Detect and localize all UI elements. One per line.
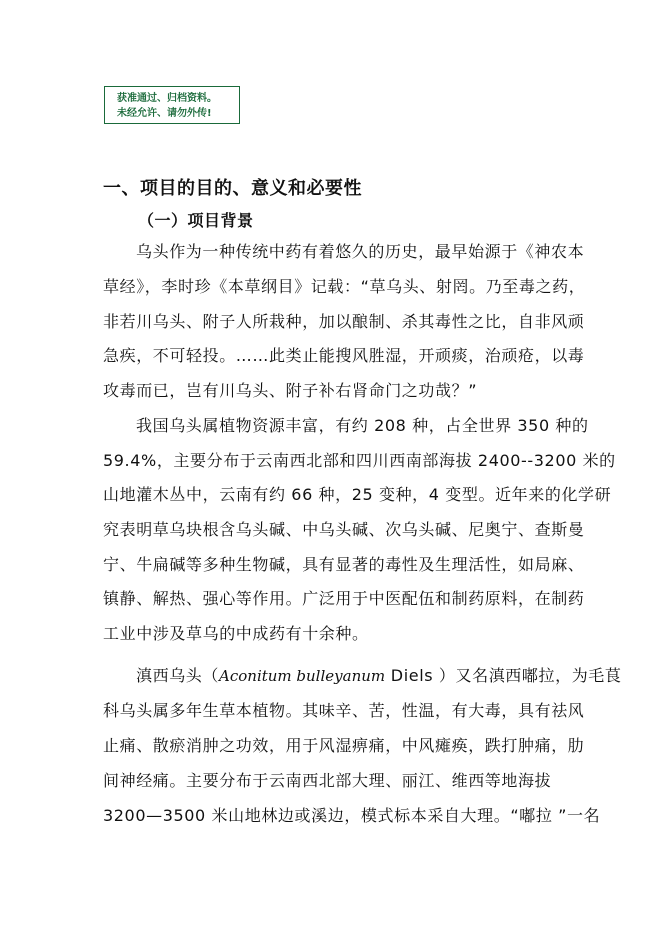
para2-line-2: 59.4%，主要分布于云南西北部和四川西南部海拔 2400--3200 米的 xyxy=(103,451,616,470)
para2-line-7: 工业中涉及草乌的中成药有十余种。 xyxy=(103,624,369,643)
para1-line-4: 急疾，不可轻投。……此类止能搜风胜湿，开顽痰，治顽疮，以毒 xyxy=(103,346,585,365)
species-latin-name: Aconitum bulleyanum xyxy=(219,667,386,685)
para1-line-3: 非若川乌头、附子人所栽种，加以酿制、杀其毒性之比，自非风顽 xyxy=(103,312,585,331)
para1-line-1: 乌头作为一种传统中药有着悠久的历史，最早始源于《神农本 xyxy=(136,242,585,261)
para3-line-2: 科乌头属多年生草本植物。其味辛、苦，性温，有大毒，具有祛风 xyxy=(103,701,585,720)
para3-line-1-post: Diels ）又名滇西嘟拉，为毛茛 xyxy=(385,666,622,685)
para2-line-4: 究表明草乌块根含乌头碱、中乌头碱、次乌头碱、尼奥宁、查斯曼 xyxy=(103,520,585,539)
archive-stamp xyxy=(104,86,240,124)
para2-line-1: 我国乌头属植物资源丰富，有约 208 种，占全世界 350 种的 xyxy=(136,416,589,435)
para3-line-3: 止痛、散瘀消肿之功效，用于风湿痹痛，中风瘫痪，跌打肿痛，肋 xyxy=(103,736,585,755)
para1-line-5: 攻毒而已，岂有川乌头、附子补右肾命门之功哉？” xyxy=(103,381,478,400)
section-heading: 一、项目的目的、意义和必要性 xyxy=(103,178,362,199)
para3-line-5: 3200—3500 米山地林边或溪边，模式标本采自大理。“嘟拉 ”一名 xyxy=(103,806,601,825)
para2-line-5: 宁、牛扁碱等多种生物碱，具有显著的毒性及生理活性，如局麻、 xyxy=(103,555,585,574)
para3-line-1-pre: 滇西乌头（ xyxy=(136,666,220,685)
para2-line-6: 镇静、解热、强心等作用。广泛用于中医配伍和制药原料，在制药 xyxy=(103,589,585,608)
para2-line-3: 山地灌木丛中，云南有约 66 种，25 变种，4 变型。近年来的化学研 xyxy=(103,485,612,504)
subsection-heading: （一）项目背景 xyxy=(138,211,254,230)
stamp-line-1: 获准通过、归档资料。 xyxy=(117,93,217,104)
para1-line-2: 草经》，李时珍《本草纲目》记载：“草乌头、射罔。乃至毒之药， xyxy=(103,277,586,296)
para3-line-4: 间神经痛。主要分布于云南西北部大理、丽江、维西等地海拔 xyxy=(103,771,552,790)
stamp-line-2: 未经允许、请勿外传! xyxy=(117,108,212,119)
para3-line-1 xyxy=(136,666,622,686)
